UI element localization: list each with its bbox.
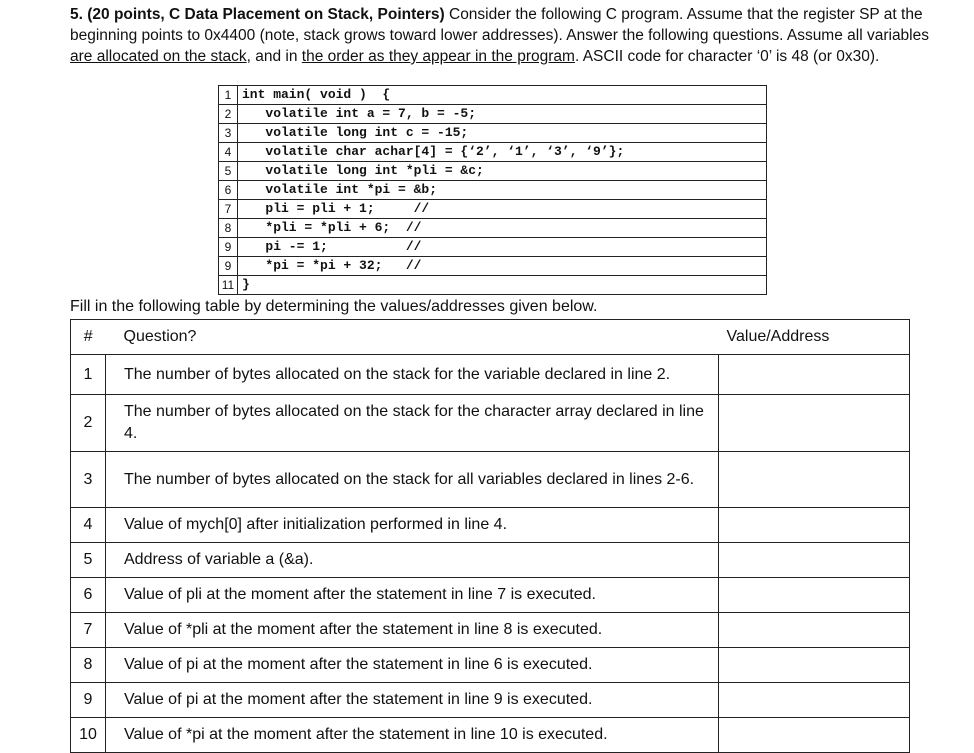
code-line bbox=[219, 162, 767, 181]
code-line-text: volatile int a = 7, b = -5; bbox=[238, 105, 767, 124]
problem-text-3: . ASCII code for character ‘0’ is 48 (or 0x30). bbox=[574, 48, 880, 65]
answer-cell[interactable] bbox=[719, 452, 910, 508]
code-line bbox=[219, 200, 767, 219]
question-text: The number of bytes allocated on the stack for all variables declared in lines 2-6. bbox=[106, 452, 719, 508]
code-line-text: int main( void ) { bbox=[238, 86, 767, 105]
code-line-text: volatile char achar[4] = {‘2’, ‘1’, ‘3’, ‘9’}; bbox=[238, 143, 767, 162]
question-number: 1 bbox=[71, 355, 106, 395]
code-line-number: 9 bbox=[219, 238, 238, 257]
table-row bbox=[71, 718, 910, 753]
code-line bbox=[219, 124, 767, 143]
question-text: The number of bytes allocated on the stack for the variable declared in line 2. bbox=[106, 355, 719, 395]
code-line-text: volatile int *pi = &b; bbox=[238, 181, 767, 200]
question-number: 9 bbox=[71, 683, 106, 718]
code-line bbox=[219, 86, 767, 105]
code-line bbox=[219, 105, 767, 124]
code-line bbox=[219, 143, 767, 162]
table-row bbox=[71, 452, 910, 508]
answer-cell[interactable] bbox=[719, 578, 910, 613]
code-line-number: 6 bbox=[219, 181, 238, 200]
answer-cell[interactable] bbox=[719, 718, 910, 753]
fill-heading: Fill in the following table by determining the values/addresses given below. bbox=[70, 298, 598, 315]
code-line-text: volatile long int c = -15; bbox=[238, 124, 767, 143]
code-line-text: *pli = *pli + 6; // bbox=[238, 219, 767, 238]
code-line-number: 3 bbox=[219, 124, 238, 143]
code-line-number: 11 bbox=[219, 276, 238, 295]
answer-cell[interactable] bbox=[719, 395, 910, 452]
code-line bbox=[219, 276, 767, 295]
question-number: 3 bbox=[71, 452, 106, 508]
problem-statement bbox=[70, 4, 950, 67]
question-number: 2 bbox=[71, 395, 106, 452]
question-text: Value of pli at the moment after the statement in line 7 is executed. bbox=[106, 578, 719, 613]
question-text: Value of pi at the moment after the statement in line 6 is executed. bbox=[106, 648, 719, 683]
question-number: 4 bbox=[71, 508, 106, 543]
header-answer: Value/Address bbox=[719, 320, 910, 355]
question-number: 6 bbox=[71, 578, 106, 613]
code-line-number: 5 bbox=[219, 162, 238, 181]
code-line-number: 4 bbox=[219, 143, 238, 162]
code-line-number: 1 bbox=[219, 86, 238, 105]
code-line-text: volatile long int *pli = &c; bbox=[238, 162, 767, 181]
problem-title: 5. (20 points, C Data Placement on Stack, Pointers) bbox=[70, 6, 445, 23]
problem-underline-1: are allocated on the stack bbox=[70, 48, 247, 65]
code-line-text: *pi = *pi + 32; // bbox=[238, 257, 767, 276]
answer-cell[interactable] bbox=[719, 613, 910, 648]
table-row bbox=[71, 648, 910, 683]
code-line-text: pi -= 1; // bbox=[238, 238, 767, 257]
answer-cell[interactable] bbox=[719, 543, 910, 578]
answer-cell[interactable] bbox=[719, 648, 910, 683]
question-text: Value of *pli at the moment after the statement in line 8 is executed. bbox=[106, 613, 719, 648]
question-table-header bbox=[71, 320, 910, 355]
question-number: 5 bbox=[71, 543, 106, 578]
table-row bbox=[71, 613, 910, 648]
code-line-text: pli = pli + 1; // bbox=[238, 200, 767, 219]
code-line-number: 9 bbox=[219, 257, 238, 276]
code-line-number: 7 bbox=[219, 200, 238, 219]
problem-underline-2: the order as they appear in the program bbox=[301, 48, 575, 65]
code-listing bbox=[218, 85, 767, 295]
header-num: # bbox=[71, 320, 106, 355]
question-text: Value of *pi at the moment after the statement in line 10 is executed. bbox=[106, 718, 719, 753]
table-row bbox=[71, 395, 910, 452]
table-row bbox=[71, 683, 910, 718]
table-row bbox=[71, 355, 910, 395]
answer-cell[interactable] bbox=[719, 508, 910, 543]
question-text: The number of bytes allocated on the stack for the character array declared in line 4. bbox=[106, 395, 719, 452]
header-question: Question? bbox=[106, 320, 719, 355]
table-row bbox=[71, 543, 910, 578]
question-text: Value of pi at the moment after the statement in line 9 is executed. bbox=[106, 683, 719, 718]
code-line bbox=[219, 181, 767, 200]
question-number: 7 bbox=[71, 613, 106, 648]
code-line bbox=[219, 238, 767, 257]
question-number: 10 bbox=[71, 718, 106, 753]
problem-text-2: , and in bbox=[246, 48, 302, 65]
answer-cell[interactable] bbox=[719, 355, 910, 395]
code-line bbox=[219, 219, 767, 238]
problem-text-1: Consider the following C program. Assume that the register SP at the beginning points to 0x4400 (note, stack grows toward lower addresses). Answer the following questions. Assume all variables bbox=[70, 6, 929, 44]
code-line-number: 8 bbox=[219, 219, 238, 238]
table-row bbox=[71, 578, 910, 613]
code-line-number: 2 bbox=[219, 105, 238, 124]
code-line-text: } bbox=[238, 276, 767, 295]
question-number: 8 bbox=[71, 648, 106, 683]
code-line bbox=[219, 257, 767, 276]
question-text: Value of mych[0] after initialization performed in line 4. bbox=[106, 508, 719, 543]
table-row bbox=[71, 508, 910, 543]
question-table bbox=[70, 319, 910, 753]
answer-cell[interactable] bbox=[719, 683, 910, 718]
question-text: Address of variable a (&a). bbox=[106, 543, 719, 578]
